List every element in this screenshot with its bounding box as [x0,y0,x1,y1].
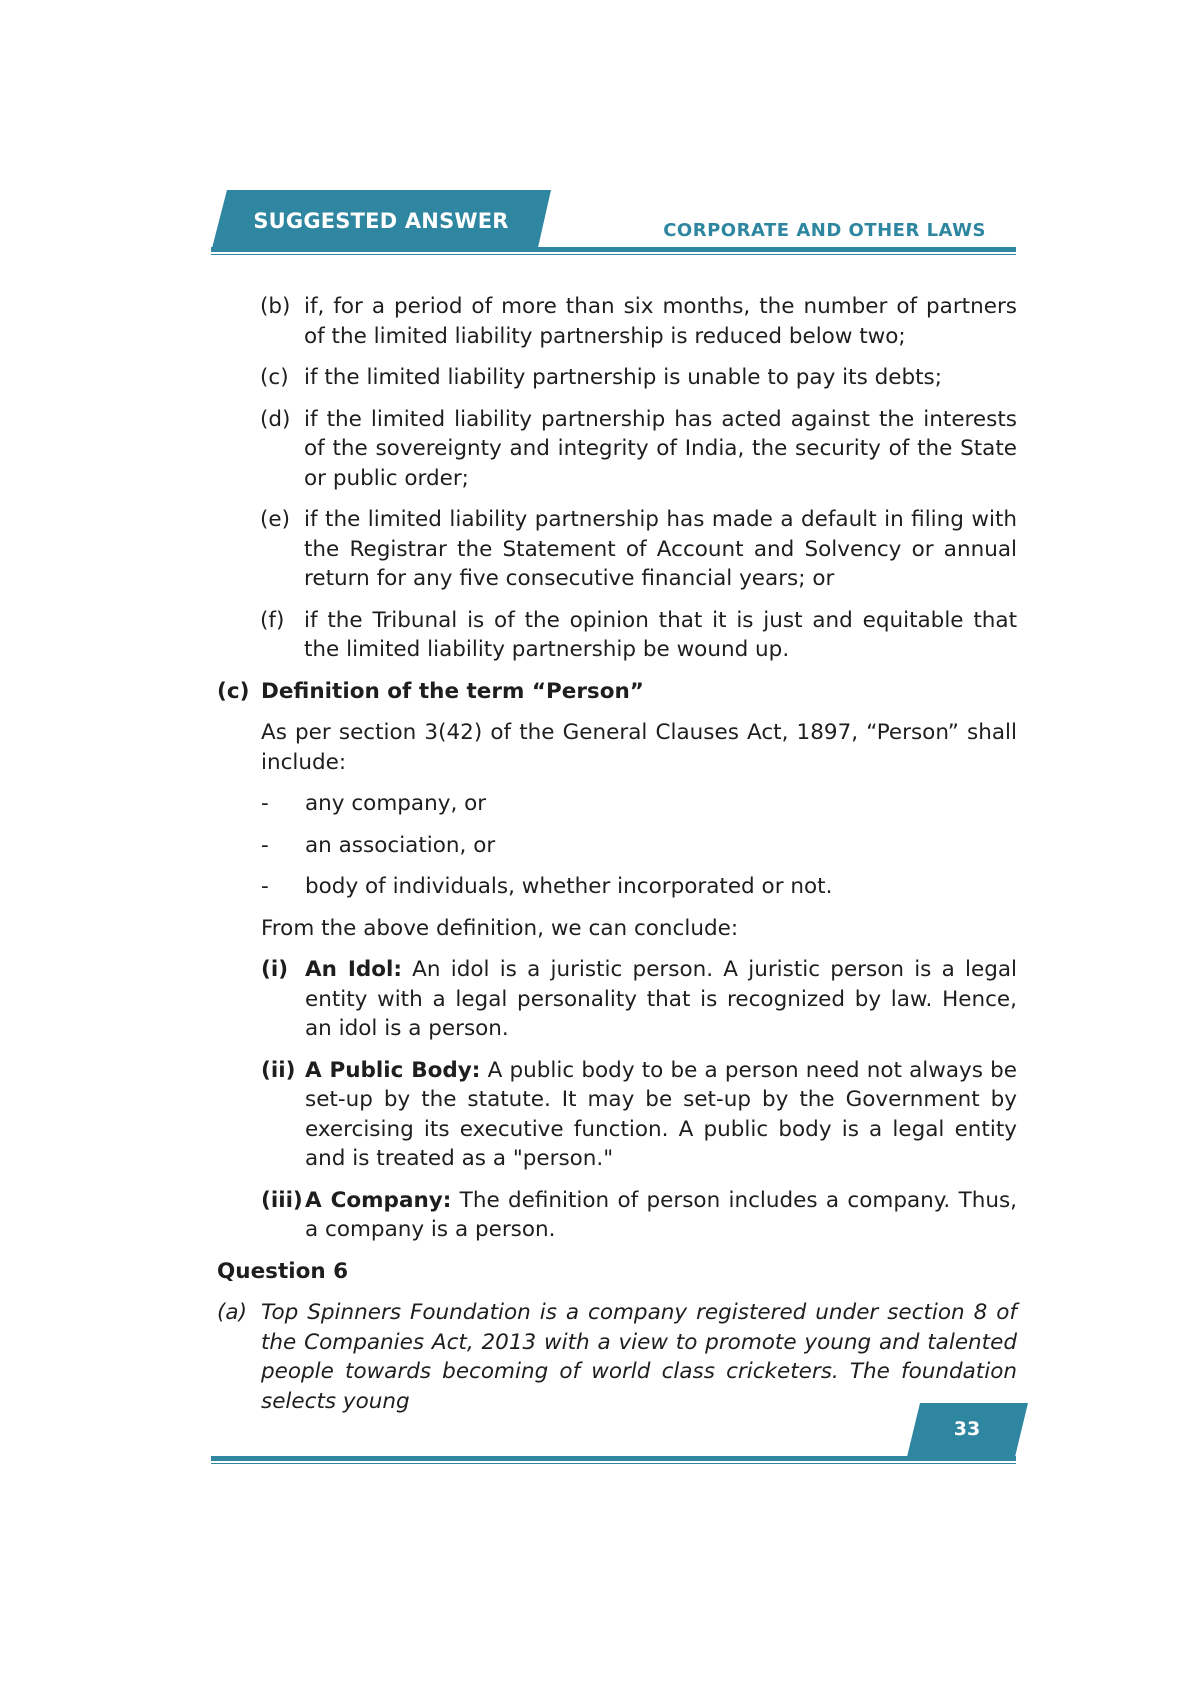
point-head: A Company: [305,1187,452,1213]
question-label: (a) [217,1300,247,1325]
list-item [217,606,1017,665]
dash-mark: - [261,874,269,899]
page-content [217,292,1017,1416]
question-title: Question 6 [217,1258,349,1284]
point-text: An idol is a juristic person. A juristic person is a legal entity with a legal personality that is recognized by law. Hence, an idol is a person. [305,957,1017,1041]
question-text: Top Spinners Foundation is a company registered under section 8 of the Companies Act, 2013 with a view to promote young and talented people towards becoming of world class cricketers. The foundation selects young [261,1300,1017,1414]
point-head: A Public Body: [305,1057,481,1083]
list-item-text: if the limited liability partnership has made a default in filing with the Registrar the Statement of Account and Solvency or annual return for any five consecutive financial years; or [304,507,1017,591]
list-item-label: (c) [260,365,289,390]
dash-mark: - [261,832,269,858]
point-item [217,1186,1017,1245]
footer-rule [211,1456,1016,1461]
point-body [305,1186,1017,1245]
list-item [217,405,1017,494]
point-body [305,1056,1017,1174]
point-text: A public body to be a person need not always be set-up by the statute. It may be set-up by the Government by exercising its executive function. A public body is a legal entity and is treated as a "person." [305,1057,1017,1171]
list-item [217,363,1017,393]
list-item-text: if, for a period of more than six months, the number of partners of the limited liability partnership is reduced below two; [304,294,1017,349]
dash-item-text: an association, or [305,832,496,858]
point-label: (iii) [261,1187,303,1213]
footer-rule-thin [211,1463,1016,1464]
dash-item [217,831,1017,861]
section-label: (c) [217,678,250,704]
point-body [305,955,1017,1044]
header-rule [211,247,1016,252]
point-text: The definition of person includes a company. Thus, a company is a person. [305,1187,1017,1242]
dash-item [217,789,1017,819]
header-tab-label: SUGGESTED ANSWER [253,209,509,233]
list-item-label: (b) [260,294,291,319]
dash-item-text: body of individuals, whether incorporated or not. [305,874,833,899]
point-item [217,1056,1017,1174]
question-item [217,1298,1017,1416]
point-head: An Idol: [305,957,402,982]
list-item-text: if the limited liability partnership has acted against the interests of the sovereignty and integrity of India, the security of the State or public order; [304,406,1017,491]
section-title: Definition of the term “Person” [261,678,644,704]
point-label: (i) [261,957,289,982]
list-item-label: (e) [260,507,291,532]
list-item-text: if the Tribunal is of the opinion that it is just and equitable that the limited liability partnership be wound up. [304,607,1017,662]
point-item [217,955,1017,1044]
section-intro: As per section 3(42) of the General Clauses Act, 1897, “Person” shall include: [261,720,1017,775]
list-item-text: if the limited liability partnership is unable to pay its debts; [304,365,942,390]
point-label: (ii) [261,1057,296,1083]
dash-mark: - [261,791,269,816]
section-heading [217,677,1017,707]
list-item-label: (f) [260,607,285,633]
conclusion-intro: From the above definition, we can conclude: [261,915,739,941]
subject-title: CORPORATE AND OTHER LAWS [663,220,986,241]
page-number: 33 [953,1418,981,1440]
list-item-label: (d) [260,406,291,432]
list-item [217,505,1017,594]
dash-item-text: any company, or [305,791,487,816]
list-item [217,292,1017,351]
header-rule-thin [211,254,1016,255]
dash-item [217,872,1017,902]
